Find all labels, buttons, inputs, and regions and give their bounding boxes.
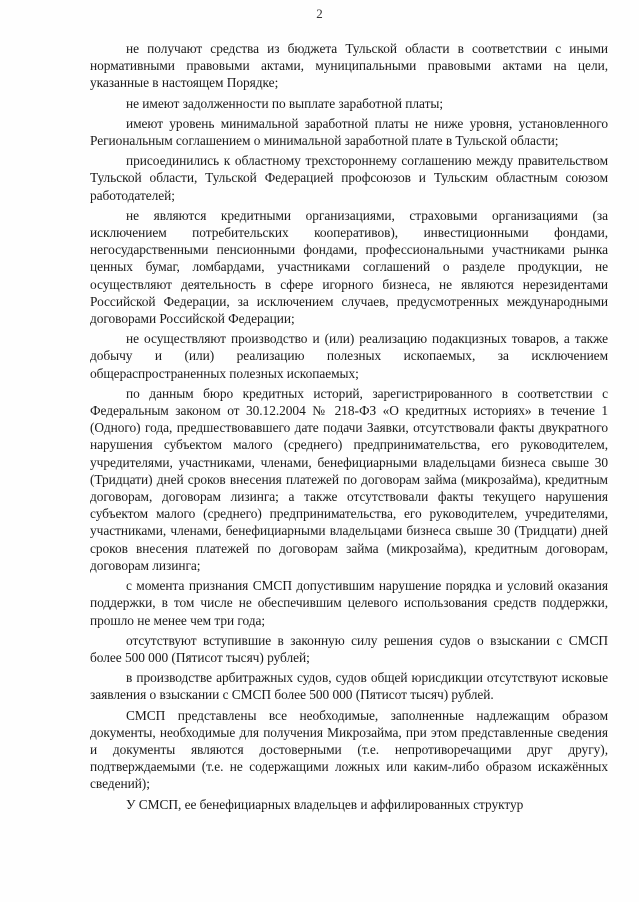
paragraph-court-decisions: отсутствуют вступившие в законную силу решения судов о взыскании с СМСП более 500 000 (Пятисот тысяч) рублей; <box>90 632 608 665</box>
page-number: 2 <box>316 6 323 21</box>
paragraph-beneficial-owners: У СМСП, ее бенефициарных владельцев и аффилированных структур <box>126 796 524 812</box>
paragraph-not-credit-organizations: не являются кредитными организациями, страховыми организациями (за исключением потребительских кооперативов), инвестиционными фондами, негосударственными пенсионными фондами, профессиональными участниками рынка ценных бумаг, ломбардами, участниками соглашений о разделе продукции, не осуществляют деятельность в сфере игорного бизнеса, не являются нерезидентами Российской Федерации, за исключением случаев, предусмотренных международными договорами Российской Федерации; <box>90 207 608 327</box>
paragraph-court-claims: в производстве арбитражных судов, судов общей юрисдикции отсутствуют исковые заявления о взыскании с СМСП более 500 000 (Пятисот тысяч) рублей. <box>90 670 608 703</box>
paragraph-no-wage-debt: не имеют задолженности по выплате заработной платы; <box>126 95 444 111</box>
document-body <box>90 40 608 814</box>
paragraph-tripartite-agreement: присоединились к областному трехстороннему соглашению между правительством Тульской области, Тульской Федерацией профсоюзов и Тульским областным союзом работодателей; <box>90 153 608 203</box>
paragraph-support-violation: с момента признания СМСП допустившим нарушение порядка и условий оказания поддержки, в том числе не обеспечившим целевого использования средств поддержки, прошло не менее чем три года; <box>90 578 608 628</box>
paragraph-excise-goods: не осуществляют производство и (или) реализацию подакцизных товаров, а также добычу и (или) реализацию полезных ископаемых, за исключением общераспространенных полезных ископаемых; <box>90 331 608 381</box>
paragraph-documents-submitted: СМСП представлены все необходимые, заполненные надлежащим образом документы, необходимые для получения Микрозайма, при этом представленные сведения и документы являются достоверными (т.е. непротиворечащими друг другу), подтверждаемыми (т.е. не содержащими ложных или каким-либо образом искажённых сведений); <box>90 707 608 792</box>
paragraph-credit-history: по данным бюро кредитных историй, зарегистрированного в соответствии с Федеральным законом от 30.12.2004 № 218-ФЗ «О кредитных историях» в течение 1 (Одного) года, предшествовавшего дате подачи Заявки, отсутствовали факты двукратного нарушения субъектом малого (среднего) предпринимательства, его руководителем, учредителями, участниками, членами, бенефициарными владельцами бизнеса свыше 30 (Тридцати) дней сроков внесения платежей по договорам займа (микрозайма), кредитным договорам, договорам лизинга; а также отсутствовали факты текущего нарушения субъектом малого (среднего) предпринимательства, его руководителем, учредителями, участниками, членами, бенефициарными владельцами бизнеса свыше 30 (Тридцати) дней сроков внесения платежей по договорам займа (микрозайма), кредитным договорам, договорам лизинга; <box>90 385 608 573</box>
paragraph-minimum-wage: имеют уровень минимальной заработной платы не ниже уровня, установленного Региональным соглашением о минимальной заработной плате в Тульской области; <box>90 115 608 149</box>
paragraph-budget-funds: не получают средства из бюджета Тульской области в соответствии с иными нормативными правовыми актами, муниципальными правовыми актами на цели, указанные в настоящем Порядке; <box>90 41 608 91</box>
